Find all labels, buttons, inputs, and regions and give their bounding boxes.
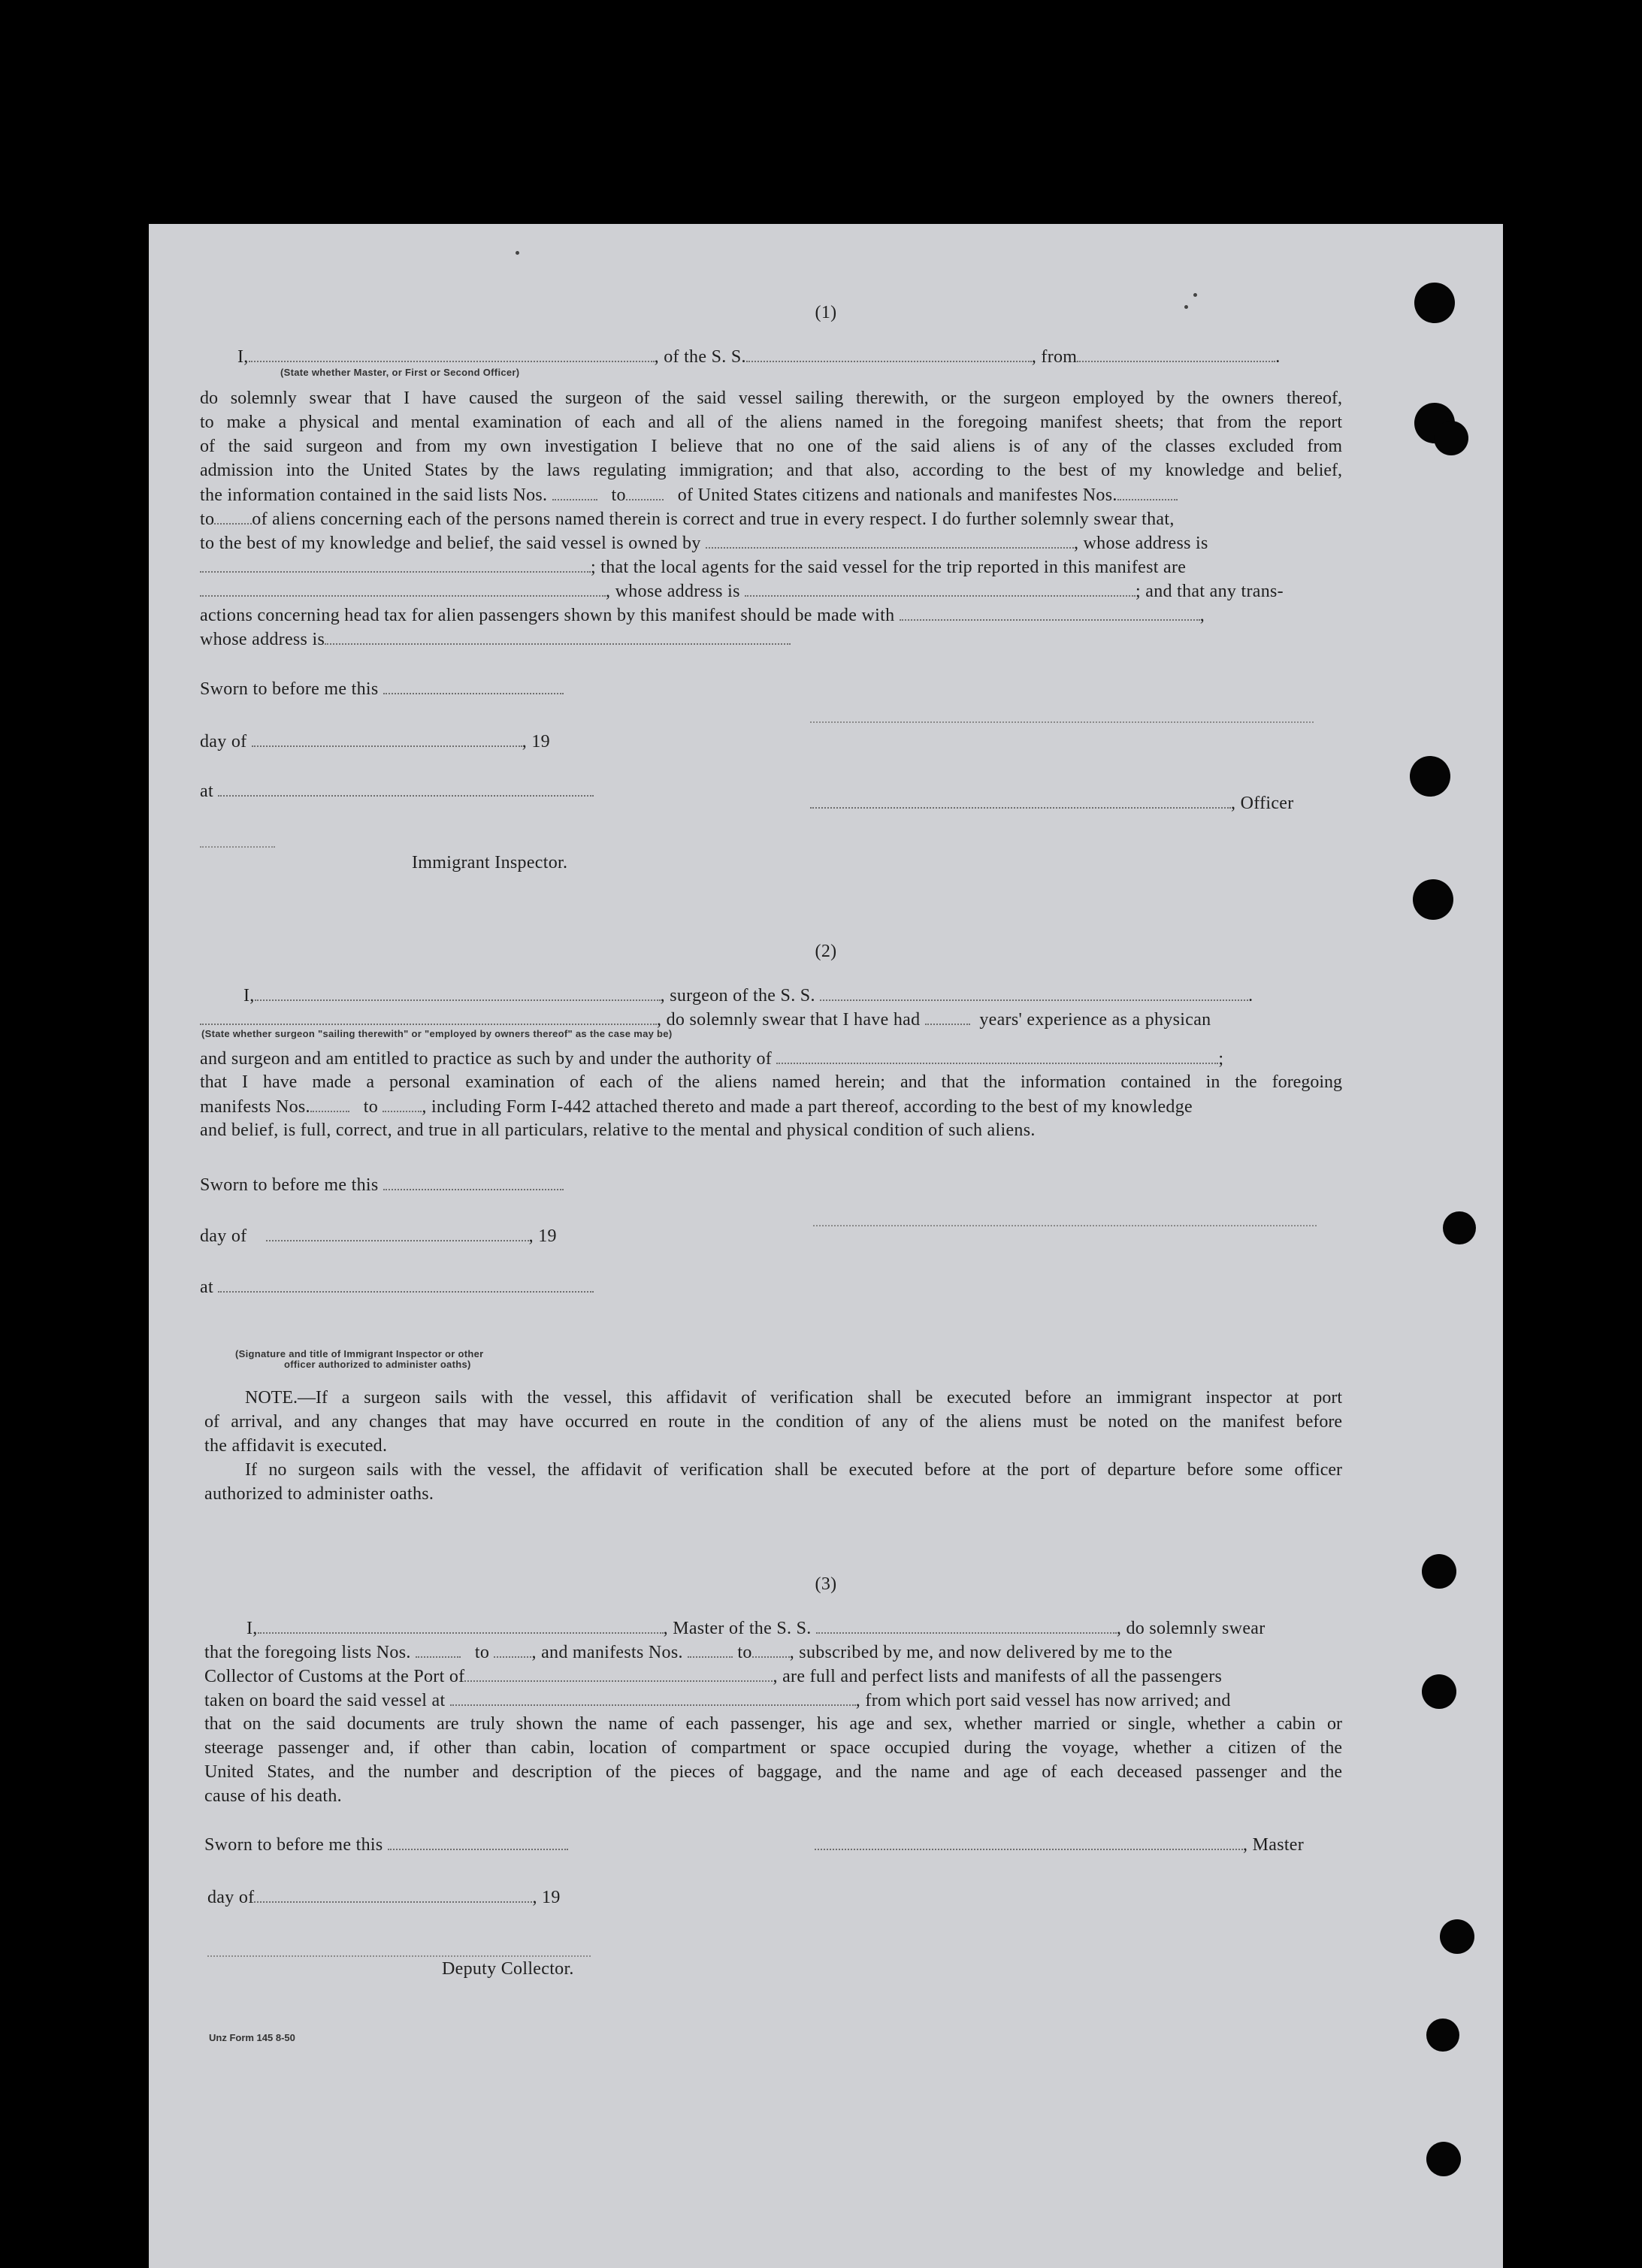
section-1-inspector: Immigrant Inspector. (412, 853, 568, 872)
note-line: authorized to administer oaths. (204, 1484, 434, 1504)
punch-hole (1426, 2019, 1459, 2052)
section-2-manifest-line: manifests Nos. to , including Form I-442 attached thereto and made a part thereof, according to the best of my knowledge (200, 1094, 1193, 1119)
section-1-nos-line: the information contained in the said lists Nos. to of United States citizens and nationals and manifestes Nos. (200, 482, 1178, 507)
section-3-line-1: I, , Master of the S. S. , do solemnly swear (246, 1616, 1266, 1641)
section-3-sworn: Sworn to before me this (204, 1832, 568, 1857)
section-2-day-of: day of , 19 (200, 1223, 557, 1248)
punch-hole (1443, 1211, 1476, 1244)
form-number: Unz Form 145 8-50 (209, 2032, 295, 2043)
signature-line (813, 1223, 1317, 1226)
section-1-owned-line: to the best of my knowledge and belief, the said vessel is owned by , whose address is (200, 531, 1208, 555)
punch-hole (1422, 1674, 1456, 1709)
punch-hole (1410, 756, 1450, 797)
section-3-para-line: that on the said documents are truly shown the name of each passenger, his age and sex, whether married or single, whether a cabin or (204, 1714, 1342, 1734)
section-2-auth-line: and surgeon and am entitled to practice as such by and under the authority of ; (200, 1046, 1223, 1071)
section-3-line-3: Collector of Customs at the Port of , are full and perfect lists and manifests of all the passengers (204, 1664, 1222, 1689)
section-1-officer: , Officer (810, 791, 1294, 815)
officer-hint: (State whether Master, or First or Second Officer) (280, 367, 520, 378)
note-line: NOTE.—If a surgeon sails with the vessel, this affidavit of verification shall be executed before an immigrant inspector at port (245, 1388, 1342, 1408)
punch-hole (1413, 879, 1453, 920)
section-3-para-line: United States, and the number and description of the pieces of baggage, and the name and age of each deceased passenger and the (204, 1762, 1342, 1782)
section-1-para-line: do solemnly swear that I have caused the surgeon of the said vessel sailing therewith, or the surgeon employed by the owners thereof, (200, 389, 1342, 408)
section-3-deputy: Deputy Collector. (442, 1959, 574, 1979)
section-1-line-1: I, , of the S. S. , from . (237, 344, 1281, 369)
section-2-sworn: Sworn to before me this (200, 1172, 564, 1197)
section-2-at: at (200, 1275, 594, 1299)
punch-hole (1440, 1919, 1474, 1954)
section-3-line-2: that the foregoing lists Nos. to , and manifests Nos. to , subscribed by me, and now delivered by me to the (204, 1640, 1172, 1665)
section-3-line-4: taken on board the said vessel at , from which port said vessel has now arrived; and (204, 1688, 1231, 1713)
section-1-para-line: of the said surgeon and from my own investigation I believe that no one of the said aliens is of any of the classes excluded from (200, 437, 1342, 456)
section-1-agents-line: ; that the local agents for the said vessel for the trip reported in this manifest are (200, 555, 1186, 579)
inspector-signature-line (200, 845, 275, 848)
section-3-day-of: day of , 19 (207, 1885, 561, 1910)
signature-line (810, 720, 1314, 723)
sig-hint-2: officer authorized to administer oaths) (284, 1359, 471, 1370)
speck (516, 251, 519, 255)
note-line: the affidavit is executed. (204, 1436, 388, 1456)
section-1-sworn: Sworn to before me this (200, 676, 564, 701)
surgeon-hint: (State whether surgeon "sailing therewith" or "employed by owners thereof" as the case may be) (201, 1028, 673, 1039)
form-page (149, 224, 1503, 2268)
punch-hole (1434, 421, 1468, 455)
section-2-para-line: that I have made a personal examination of each of the aliens named herein; and that the information contained in the foregoing (200, 1072, 1342, 1092)
section-3-number: (3) (815, 1574, 837, 1594)
section-3-last: cause of his death. (204, 1786, 342, 1806)
section-1-whose-line: whose address is (200, 627, 791, 652)
section-2-line-1: I, , surgeon of the S. S. . (243, 983, 1253, 1008)
speck (1193, 293, 1197, 297)
section-1-day-of: day of , 19 (200, 729, 550, 754)
section-1-tax-line: actions concerning head tax for alien passengers shown by this manifest should be made with , (200, 603, 1205, 627)
punch-hole (1426, 2142, 1461, 2176)
section-1-to-line: to of aliens concerning each of the persons named therein is correct and true in every respect. I do further solemnly swear that, (200, 507, 1175, 531)
section-1-address-line: , whose address is ; and that any trans- (200, 579, 1284, 603)
section-1-at: at (200, 779, 594, 803)
section-1-para-line: admission into the United States by the laws regulating immigration; and that also, according to the best of my knowledge and belief, (200, 461, 1342, 480)
section-1-para-line: to make a physical and mental examination of each and all of the aliens named in the foregoing manifest sheets; that from the report (200, 413, 1342, 432)
section-2-last-line: and belief, is full, correct, and true in all particulars, relative to the mental and physical condition of such aliens. (200, 1120, 1036, 1140)
note-line: of arrival, and any changes that may have occurred en route in the condition of any of the aliens must be noted on the manifest before (204, 1412, 1342, 1432)
section-2-number: (2) (815, 942, 837, 961)
section-3-master: , Master (815, 1832, 1304, 1857)
section-1-number: (1) (815, 303, 837, 322)
sig-hint-1: (Signature and title of Immigrant Inspector or other (235, 1348, 484, 1359)
section-3-para-line: steerage passenger and, if other than cabin, location of compartment or space occupied during the voyage, whether a citizen of the (204, 1738, 1342, 1758)
section-2-line-2: , do solemnly swear that I have had years' experience as a physican (200, 1007, 1211, 1032)
note-line: If no surgeon sails with the vessel, the affidavit of verification shall be executed before at the port of departure before some officer (245, 1460, 1342, 1480)
